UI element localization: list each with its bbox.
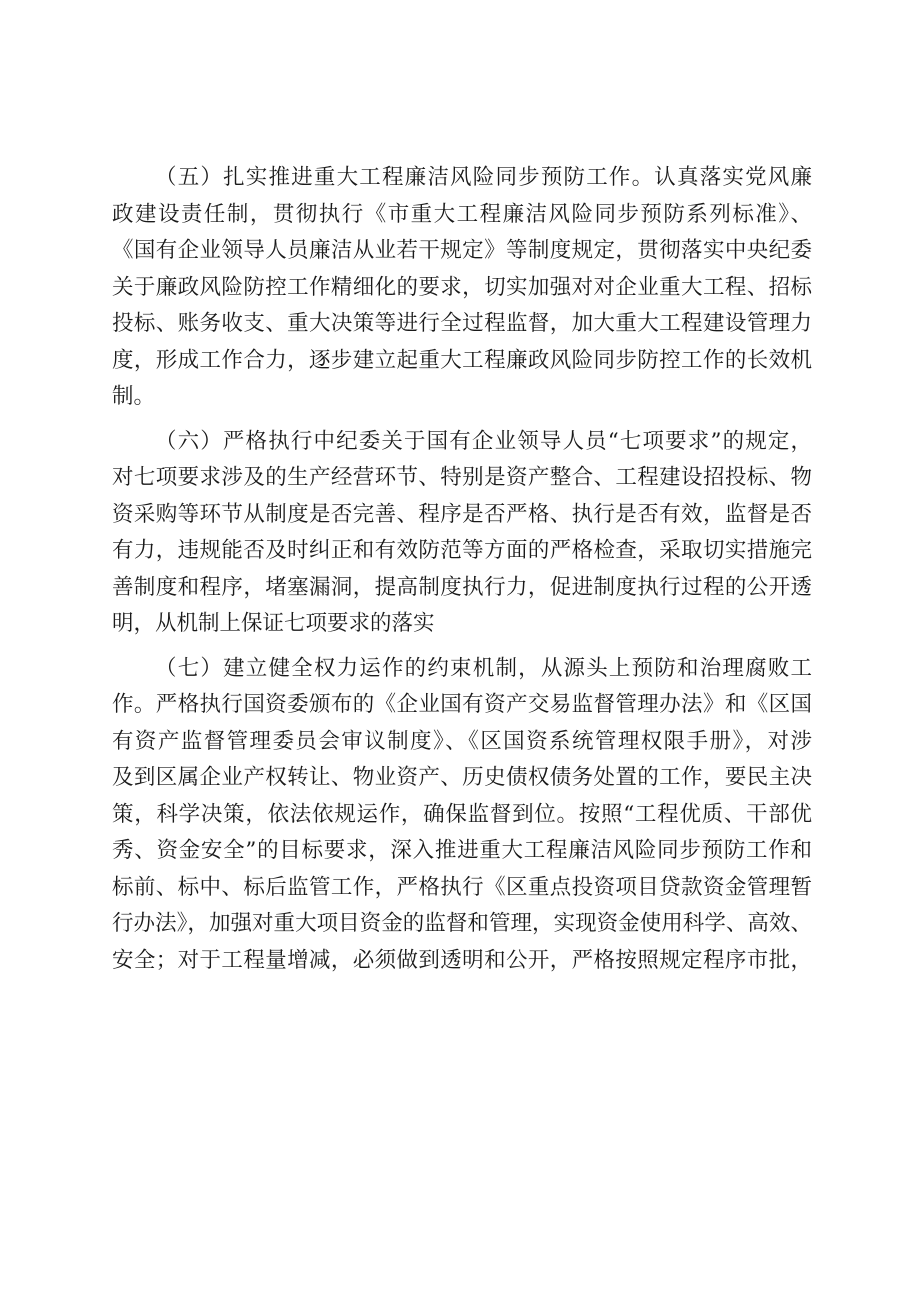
paragraph-6 [112,424,812,643]
text-line: （六）严格执行中纪委关于国有企业领导人员“七项要求”的规定， [155,428,812,454]
paragraph-gap [112,643,812,651]
text-line: 安全；对于工程量增减，必须做到透明和公开，严格按照规定程序市批， [112,947,812,973]
text-line: （七）建立健全权力运作的约束机制，从源头上预防和治理腐败工 [155,655,812,681]
paragraph-gap [112,416,812,424]
text-line: 作。严格执行国资委颁布的《企业国有资产交易监督管理办法》和《区国 [112,692,812,717]
text-line: 善制度和程序，堵塞漏洞，提高制度执行力，促进制度执行过程的公开透 [112,574,812,600]
text-line: 有资产监督管理委员会审议制度》、《区国资系统管理权限手册》，对涉 [112,728,812,754]
paragraph-7 [112,651,812,980]
text-line: 政建设责任制，贯彻执行《市重大工程廉洁风险同步预防系列标准》、 [112,201,812,227]
paragraph-5 [112,160,812,416]
document-body [112,160,812,979]
text-line: 资采购等环节从制度是否完善、程序是否严格、执行是否有效，监督是否 [112,501,812,527]
text-line: 制。 [112,384,156,409]
text-line: 秀、资金安全”的目标要求，深入推进重大工程廉洁风险同步预防工作和 [112,838,812,863]
text-line: 《国有企业领导人员廉洁从业若干规定》等制度规定，贯彻落实中央纪委 [112,238,812,263]
text-line: 及到区属企业产权转让、物业资产、历史债权债务处置的工作，要民主决 [112,765,812,790]
text-line: 度，形成工作合力，逐步建立起重大工程廉政风险同步防控工作的长效机 [112,347,812,373]
text-line: 策，科学决策，依法依规运作，确保监督到位。按照“工程优质、干部优 [112,801,812,827]
text-line: （五）扎实推进重大工程廉洁风险同步预防工作。认真落实党风廉 [155,165,812,190]
text-line: 投标、账务收支、重大决策等进行全过程监督，加大重大工程建设管理力 [112,311,812,336]
text-line: 对七项要求涉及的生产经营环节、特别是资产整合、工程建设招投标、物 [112,465,812,490]
text-line: 明，从机制上保证七项要求的落实 [112,611,435,636]
text-line: 关于廉政风险防控工作精细化的要求，切实加强对对企业重大工程、招标 [112,274,812,300]
text-line: 有力，违规能否及时纠正和有效防范等方面的严格检查，采取切实措施完 [112,538,812,563]
text-line: 标前、标中、标后监管工作，严格执行《区重点投资项目贷款资金管理暂 [112,874,812,900]
text-line: 行办法》，加强对重大项目资金的监督和管理，实现资金使用科学、高效、 [112,911,812,936]
